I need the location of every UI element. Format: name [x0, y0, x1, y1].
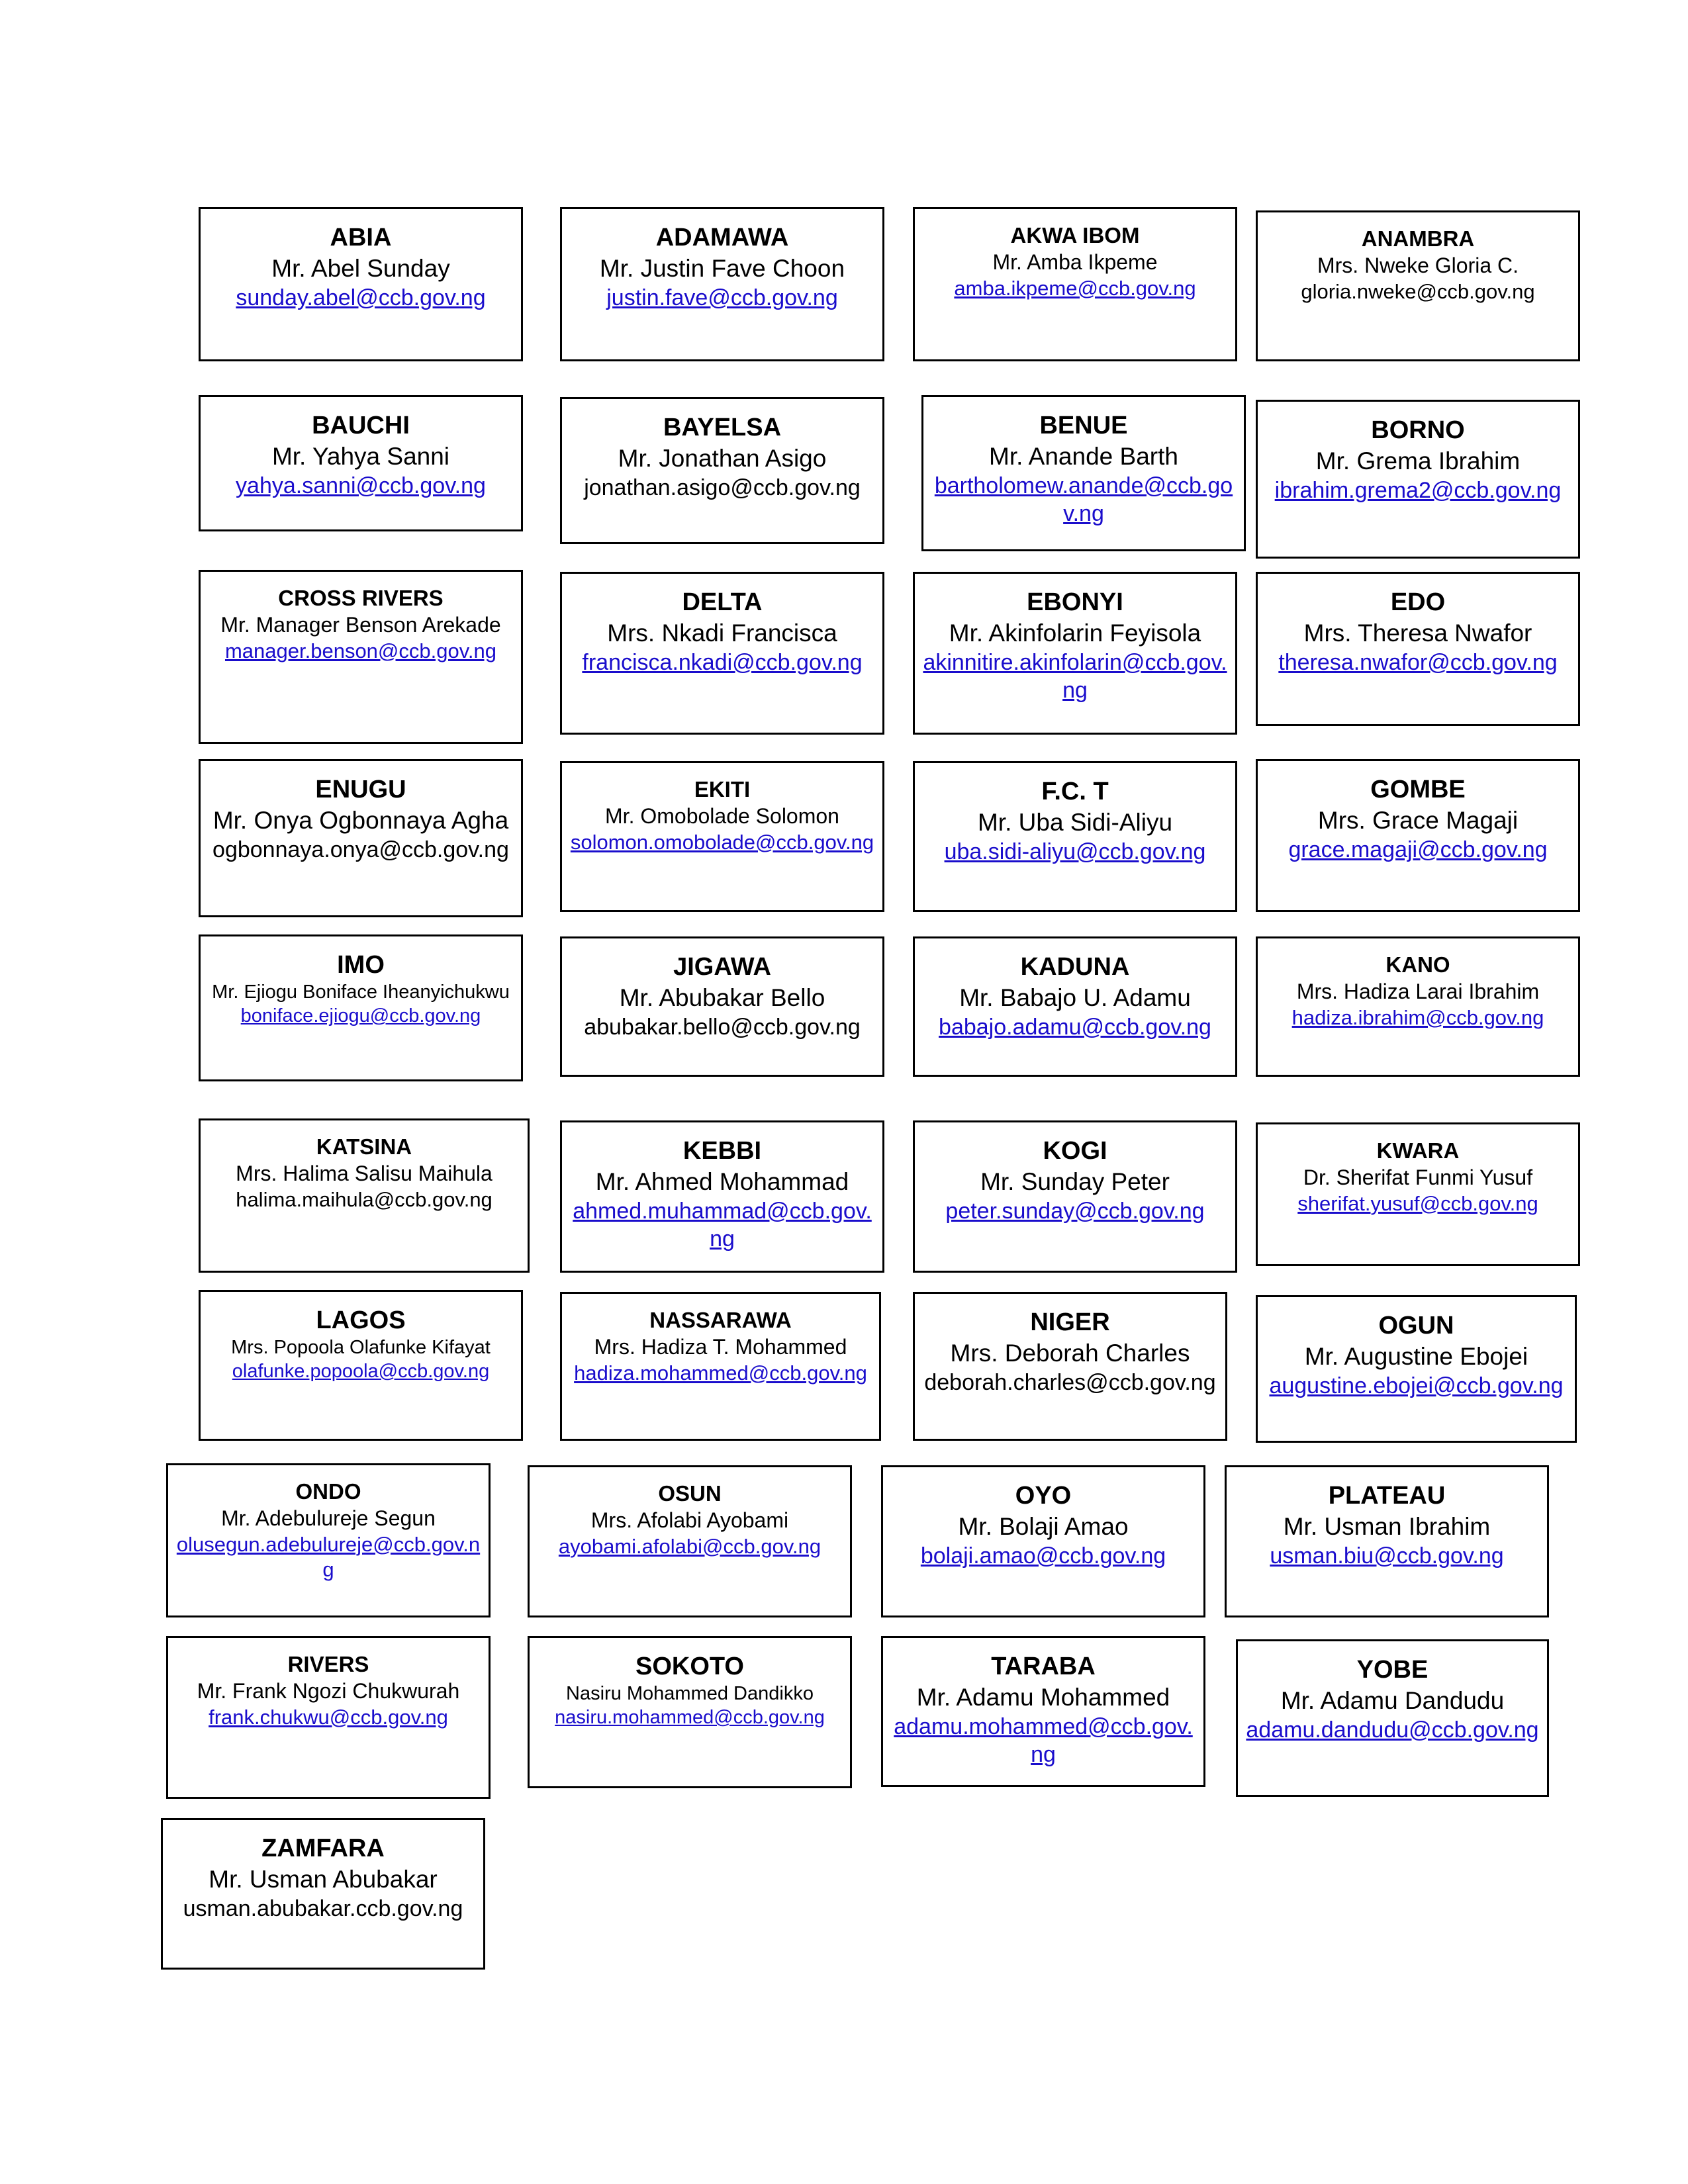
- email-link[interactable]: solomon.omobolade@ccb.gov.ng: [570, 830, 874, 854]
- state-office-card: [528, 1636, 852, 1788]
- state-name: OYO: [1015, 1482, 1072, 1510]
- email-link[interactable]: francisca.nkadi@ccb.gov.ng: [582, 649, 863, 675]
- state-office-card: [913, 936, 1237, 1077]
- state-name: ABIA: [330, 224, 392, 251]
- state-office-card: [161, 1818, 485, 1970]
- state-name: SOKOTO: [635, 1653, 744, 1680]
- email-text: jonathan.asigo@ccb.gov.ng: [584, 475, 861, 500]
- email-link[interactable]: olafunke.popoola@ccb.gov.ng: [232, 1361, 490, 1383]
- email-link[interactable]: frank.chukwu@ccb.gov.ng: [209, 1705, 448, 1729]
- official-name: Mr. Augustine Ebojei: [1304, 1343, 1528, 1371]
- official-name: Mr. Grema Ibrahim: [1315, 447, 1521, 475]
- state-name: NASSARAWA: [649, 1308, 792, 1332]
- email-link[interactable]: augustine.ebojei@ccb.gov.ng: [1269, 1373, 1564, 1398]
- official-name: Mr. Abubakar Bello: [619, 984, 825, 1012]
- email-link[interactable]: uba.sidi-aliyu@ccb.gov.ng: [944, 839, 1206, 864]
- official-name: Mr. Amba Ikpeme: [992, 250, 1158, 274]
- state-name: EKITI: [694, 777, 751, 801]
- state-name: BAUCHI: [312, 412, 410, 439]
- official-name: Mr. Jonathan Asigo: [618, 445, 827, 473]
- state-name: OSUN: [658, 1481, 722, 1506]
- email-link[interactable]: yahya.sanni@ccb.gov.ng: [236, 473, 486, 498]
- state-office-card: [913, 207, 1237, 361]
- email-link[interactable]: theresa.nwafor@ccb.gov.ng: [1278, 649, 1558, 675]
- official-name: Mr. Babajo U. Adamu: [959, 984, 1191, 1012]
- state-name: AKWA IBOM: [1010, 223, 1140, 248]
- official-name: Nasiru Mohammed Dandikko: [566, 1683, 814, 1705]
- state-name: EDO: [1390, 588, 1446, 616]
- email-link[interactable]: ayobami.afolabi@ccb.gov.ng: [558, 1534, 821, 1558]
- official-name: Mrs. Theresa Nwafor: [1303, 619, 1532, 647]
- state-office-card: [913, 572, 1237, 735]
- state-name: BAYELSA: [663, 414, 782, 441]
- state-name: KADUNA: [1020, 953, 1130, 981]
- email-text: gloria.nweke@ccb.gov.ng: [1301, 279, 1535, 303]
- official-name: Mr. Abel Sunday: [271, 255, 450, 283]
- email-link[interactable]: babajo.adamu@ccb.gov.ng: [939, 1014, 1211, 1040]
- state-office-card: [199, 934, 523, 1081]
- state-office-card: [913, 1292, 1227, 1441]
- state-name: YOBE: [1356, 1656, 1429, 1684]
- state-office-card: [881, 1465, 1205, 1617]
- state-office-card: [1256, 572, 1580, 726]
- state-name: EBONYI: [1027, 588, 1123, 616]
- state-name: CROSS RIVERS: [278, 586, 444, 610]
- state-office-card: [560, 207, 884, 361]
- state-name: BENUE: [1039, 412, 1128, 439]
- state-office-card: [1256, 210, 1580, 361]
- state-name: IMO: [337, 951, 385, 979]
- state-office-card: [1256, 400, 1580, 559]
- official-name: Mrs. Popoola Olafunke Kifayat: [231, 1337, 491, 1359]
- email-link[interactable]: ahmed.muhammad@ccb.gov.ng: [573, 1198, 872, 1252]
- state-office-card: [1256, 1122, 1580, 1266]
- state-office-card: [199, 1290, 523, 1441]
- official-name: Mr. Ahmed Mohammad: [595, 1168, 849, 1196]
- state-name: ADAMAWA: [655, 224, 789, 251]
- state-office-card: [881, 1636, 1205, 1787]
- state-office-card: [1256, 936, 1580, 1077]
- state-name: ENUGU: [315, 776, 406, 803]
- state-office-card: [199, 395, 523, 531]
- official-name: Mrs. Grace Magaji: [1317, 807, 1519, 835]
- state-name: KWARA: [1376, 1138, 1460, 1163]
- state-name: ZAMFARA: [261, 1835, 385, 1862]
- email-text: usman.abubakar.ccb.gov.ng: [183, 1895, 463, 1921]
- official-name: Mr. Yahya Sanni: [271, 443, 450, 471]
- official-name: Mrs. Afolabi Ayobami: [590, 1508, 789, 1532]
- official-name: Mr. Usman Abubakar: [209, 1866, 438, 1893]
- official-name: Mr. Manager Benson Arekade: [220, 612, 501, 637]
- email-link[interactable]: peter.sunday@ccb.gov.ng: [945, 1198, 1205, 1224]
- state-office-card: [199, 207, 523, 361]
- official-name: Mrs. Hadiza Larai Ibrahim: [1296, 979, 1540, 1003]
- email-link[interactable]: akinnitire.akinfolarin@ccb.gov.ng: [923, 649, 1227, 704]
- state-office-card: [913, 1120, 1237, 1273]
- email-link[interactable]: amba.ikpeme@ccb.gov.ng: [954, 276, 1196, 300]
- state-office-card: [560, 936, 884, 1077]
- email-link[interactable]: bolaji.amao@ccb.gov.ng: [920, 1543, 1166, 1569]
- official-name: Mr. Onya Ogbonnaya Agha: [212, 807, 509, 835]
- official-name: Mr. Frank Ngozi Chukwurah: [197, 1678, 460, 1703]
- email-link[interactable]: hadiza.ibrahim@ccb.gov.ng: [1291, 1005, 1544, 1029]
- email-link[interactable]: manager.benson@ccb.gov.ng: [224, 639, 497, 662]
- official-name: Mrs. Deborah Charles: [950, 1340, 1190, 1367]
- email-link[interactable]: nasiru.mohammed@ccb.gov.ng: [555, 1707, 825, 1729]
- official-name: Mr. Adamu Mohammed: [916, 1684, 1170, 1711]
- state-office-card: [560, 761, 884, 912]
- official-name: Mrs. Hadiza T. Mohammed: [594, 1334, 847, 1359]
- state-office-card: [1225, 1465, 1549, 1617]
- state-name: KANO: [1385, 952, 1450, 977]
- email-link[interactable]: hadiza.mohammed@ccb.gov.ng: [574, 1361, 867, 1385]
- state-name: JIGAWA: [673, 953, 771, 981]
- state-name: PLATEAU: [1328, 1482, 1446, 1510]
- state-name: GOMBE: [1370, 776, 1466, 803]
- state-name: OGUN: [1378, 1312, 1454, 1340]
- email-text: deborah.charles@ccb.gov.ng: [924, 1369, 1216, 1395]
- official-name: Mr. Sunday Peter: [980, 1168, 1170, 1196]
- state-office-card: [560, 572, 884, 735]
- state-office-card: [560, 1120, 884, 1273]
- official-name: Mr. Omobolade Solomon: [605, 803, 839, 828]
- email-link[interactable]: sunday.abel@ccb.gov.ng: [236, 285, 486, 310]
- official-name: Mr. Adamu Dandudu: [1280, 1687, 1505, 1715]
- state-name: KOGI: [1043, 1137, 1107, 1165]
- email-link[interactable]: adamu.dandudu@ccb.gov.ng: [1246, 1717, 1539, 1743]
- state-name: KATSINA: [316, 1134, 412, 1159]
- state-name: ANAMBRA: [1361, 226, 1475, 251]
- state-name: KEBBI: [682, 1137, 762, 1165]
- state-office-card: [560, 1292, 881, 1441]
- state-name: ONDO: [295, 1479, 361, 1504]
- state-office-card: [1256, 1295, 1577, 1443]
- state-office-card: [913, 761, 1237, 912]
- email-link[interactable]: grace.magaji@ccb.gov.ng: [1288, 837, 1548, 862]
- official-name: Mrs. Halima Salisu Maihula: [236, 1161, 492, 1185]
- email-link[interactable]: bartholomew.anande@ccb.gov.ng: [934, 473, 1233, 527]
- state-office-card: [560, 397, 884, 544]
- email-link[interactable]: justin.fave@ccb.gov.ng: [606, 285, 838, 310]
- state-name: LAGOS: [316, 1306, 406, 1334]
- state-office-card: [166, 1636, 491, 1799]
- official-name: Mrs. Nkadi Francisca: [607, 619, 837, 647]
- official-name: Mr. Adebulureje Segun: [221, 1506, 436, 1530]
- state-name: TARABA: [991, 1653, 1096, 1680]
- state-office-card: [166, 1463, 491, 1617]
- state-name: NIGER: [1030, 1308, 1110, 1336]
- official-name: Mr. Ejiogu Boniface Iheanyichukwu: [212, 981, 510, 1003]
- state-office-card: [199, 1118, 530, 1273]
- official-name: Mrs. Nweke Gloria C.: [1317, 253, 1519, 277]
- official-name: Dr. Sherifat Funmi Yusuf: [1303, 1165, 1533, 1189]
- email-link[interactable]: olusegun.adebulureje@ccb.gov.ng: [176, 1532, 481, 1582]
- email-text: ogbonnaya.onya@ccb.gov.ng: [212, 837, 509, 862]
- state-office-card: [921, 395, 1246, 551]
- email-link[interactable]: boniface.ejiogu@ccb.gov.ng: [240, 1005, 481, 1027]
- state-office-card: [199, 759, 523, 917]
- email-text: halima.maihula@ccb.gov.ng: [236, 1187, 492, 1211]
- email-link[interactable]: ibrahim.grema2@ccb.gov.ng: [1274, 477, 1562, 503]
- state-name: BORNO: [1371, 416, 1465, 444]
- email-link[interactable]: usman.biu@ccb.gov.ng: [1270, 1543, 1504, 1569]
- state-office-card: [528, 1465, 852, 1617]
- state-name: RIVERS: [287, 1652, 369, 1676]
- official-name: Mr. Usman Ibrahim: [1283, 1513, 1491, 1541]
- state-office-card: [1236, 1639, 1549, 1797]
- official-name: Mr. Akinfolarin Feyisola: [949, 619, 1201, 647]
- state-name: DELTA: [682, 588, 763, 616]
- official-name: Mr. Anande Barth: [989, 443, 1178, 471]
- email-link[interactable]: sherifat.yusuf@ccb.gov.ng: [1297, 1191, 1538, 1215]
- official-name: Mr. Justin Fave Choon: [599, 255, 845, 283]
- state-office-card: [199, 570, 523, 744]
- state-name: F.C. T: [1041, 778, 1109, 805]
- official-name: Mr. Bolaji Amao: [958, 1513, 1129, 1541]
- email-text: abubakar.bello@ccb.gov.ng: [584, 1014, 861, 1040]
- email-link[interactable]: adamu.mohammed@ccb.gov.ng: [894, 1713, 1193, 1768]
- official-name: Mr. Uba Sidi-Aliyu: [977, 809, 1173, 837]
- state-office-card: [1256, 759, 1580, 912]
